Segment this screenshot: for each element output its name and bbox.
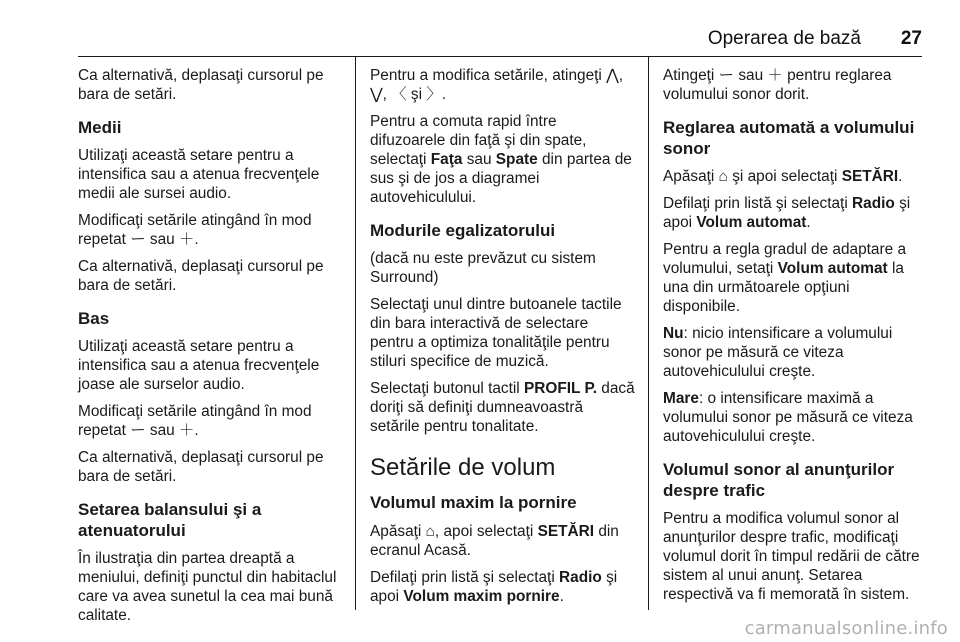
section-heading-medii: Medii xyxy=(78,118,122,137)
chevron-up-icon: ⋀ xyxy=(606,67,619,84)
paragraph: Pentru a modifica volumul sonor al anunţurilor despre trafic, modificaţi volumul dorit în timpul redării de către sistem al unui anunţ. Setarea respectivă va fi memorată în sistem. xyxy=(663,510,920,603)
paragraph: Pentru a modifica setările, atingeţi ⋀, ⋁, 〈 şi 〉. xyxy=(370,67,624,103)
section-heading-egalizator: Modurile egalizatorului xyxy=(370,221,556,240)
option-mare: Mare: o intensificare maximă a volumului sonor pe măsură ce viteza autovehiculului creşte. xyxy=(663,390,913,445)
paragraph: Apăsaţi ⌂ şi apoi selectaţi SETĂRI. xyxy=(663,168,903,185)
minus-icon: ー xyxy=(718,67,735,84)
paragraph: Apăsaţi ⌂, apoi selectaţi SETĂRI din ecranul Acasă. xyxy=(370,523,619,559)
column-middle xyxy=(370,66,636,614)
section-heading-bas: Bas xyxy=(78,309,110,328)
paragraph: Selectaţi unul dintre butoanele tactile din bara interactivă de selectare pentru a optimiza tonalităţile pentru stiluri specifice de muzică. xyxy=(370,296,622,370)
chevron-right-icon: 〉 xyxy=(426,86,442,103)
home-icon: ⌂ xyxy=(718,168,728,185)
paragraph: Ca alternativă, deplasaţi cursorul pe bara de setări. xyxy=(78,258,324,294)
plus-icon: ＋ xyxy=(179,231,195,248)
section-heading-volum-maxim: Volumul maxim la pornire xyxy=(370,493,577,512)
page-number: 27 xyxy=(900,28,922,49)
paragraph: (dacă nu este prevăzut cu sistem Surround) xyxy=(370,250,596,286)
paragraph: Utilizaţi această setare pentru a intensifica sau a atenua frecvenţele joase ale surselor audio. xyxy=(78,338,320,393)
page-title: Operarea de bază xyxy=(707,28,861,49)
plus-icon: ＋ xyxy=(179,422,195,439)
watermark: carmanualsonline.info xyxy=(744,618,948,639)
minus-icon: ー xyxy=(130,231,146,248)
chevron-left-icon: 〈 xyxy=(391,86,407,103)
paragraph: Ca alternativă, deplasaţi cursorul pe bara de setări. xyxy=(78,449,324,485)
paragraph: Ca alternativă, deplasaţi cursorul pe bara de setări. xyxy=(78,67,324,103)
paragraph: Defilaţi prin listă şi selectaţi Radio şi apoi Volum maxim pornire. xyxy=(370,569,618,605)
paragraph: Utilizaţi această setare pentru a intensifica sau a atenua frecvenţele medii ale sursei audio. xyxy=(78,147,320,202)
section-heading-volum-automat: Reglarea automată a volumului sonor xyxy=(663,118,915,158)
paragraph: Pentru a regla gradul de adaptare a volumului, setaţi Volum automat la una din următoarele opţiuni disponibile. xyxy=(663,241,907,315)
header-rule xyxy=(78,56,922,57)
section-heading-trafic: Volumul sonor al anunţurilor despre trafic xyxy=(663,460,895,500)
page-header xyxy=(0,0,960,58)
paragraph: Selectaţi butonul tactil PROFIL P. dacă doriţi să definiţi dumneavoastră setările pentru tonalitate. xyxy=(370,380,635,435)
minus-icon: ー xyxy=(130,422,146,439)
paragraph: Modificaţi setările atingând în mod repetat ー sau ＋. xyxy=(78,212,312,248)
paragraph: Modificaţi setările atingând în mod repetat ー sau ＋. xyxy=(78,403,312,439)
plus-icon: ＋ xyxy=(767,67,783,84)
column-divider xyxy=(355,57,356,610)
column-divider xyxy=(648,57,649,610)
paragraph: Pentru a comuta rapid între difuzoarele din faţă şi din spate, selectaţi Faţa sau Spate din partea de sus şi de jos a diagramei autovehiculului. xyxy=(370,113,632,206)
column-right xyxy=(663,66,929,612)
chapter-heading-volum: Setările de volum xyxy=(370,454,556,481)
column-left xyxy=(78,66,344,633)
paragraph: În ilustraţia din partea dreaptă a meniului, definiţi punctul din habitaclul care va avea sunetul la cea mai bună calitate. xyxy=(78,550,337,624)
section-heading-balans: Setarea balansului şi a atenuatorului xyxy=(78,500,262,540)
option-nu: Nu: nicio intensificare a volumului sonor pe măsură ce viteza autovehiculului creşte. xyxy=(663,325,893,380)
paragraph: Atingeţi ー sau ＋ pentru reglarea volumului sonor dorit. xyxy=(663,67,892,103)
home-icon: ⌂ xyxy=(425,523,435,540)
chevron-down-icon: ⋁ xyxy=(370,86,383,103)
paragraph: Defilaţi prin listă şi selectaţi Radio şi apoi Volum automat. xyxy=(663,195,911,231)
